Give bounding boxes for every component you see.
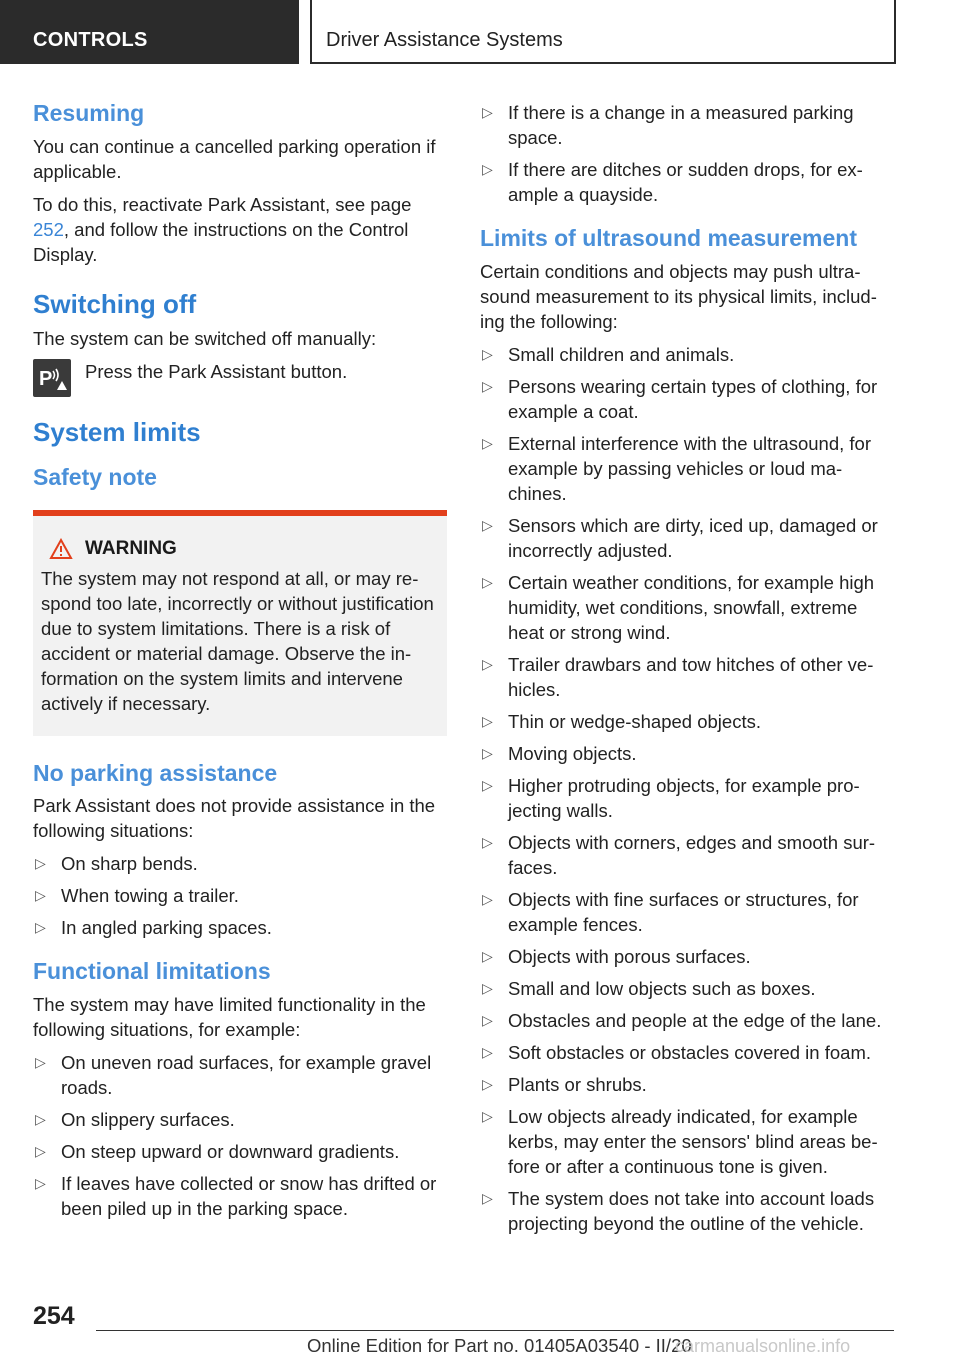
list-item-text: If there are ditches or sudden drops, for example a quayside.: [508, 159, 863, 205]
list-item-text: Obstacles and people at the edge of the lane.: [508, 1009, 882, 1031]
list-item-text: Moving objects.: [508, 742, 637, 764]
list-item: [480, 830, 894, 880]
bullet-icon: ▷: [482, 744, 493, 761]
list-item-text: Higher protruding objects, for example projecting walls.: [508, 774, 860, 821]
list-item-text: Objects with corners, edges and smooth surfaces.: [508, 831, 876, 878]
bullet-icon: ▷: [482, 345, 493, 362]
list-item: [480, 652, 894, 702]
warning-text: The system may not respond at all, or may respond too late, incorrectly or without justification due to system limitations. There is a risk of accident or material damage. Observe the information on the system limits and intervene actively if necessary.: [41, 567, 434, 714]
right-column: [480, 100, 894, 1248]
chapter-title: Driver Assistance Systems: [312, 0, 896, 64]
list-item: [33, 915, 447, 940]
left-column: [33, 100, 447, 1233]
bullet-icon: ▷: [482, 161, 493, 177]
bullet-icon: ▷: [482, 712, 493, 729]
bullet-icon: ▷: [482, 890, 493, 907]
bullet-icon: ▷: [35, 1053, 46, 1070]
list-item: [480, 944, 894, 969]
list-item: [480, 887, 894, 937]
page-header: [0, 0, 960, 66]
functional-heading: Functional limitations: [33, 958, 271, 985]
list-item-text: On uneven road surfaces, for example gravel roads.: [61, 1051, 432, 1098]
bullet-icon: ▷: [35, 1174, 46, 1191]
list-item: [480, 1040, 894, 1065]
system-limits-heading: System limits: [33, 416, 201, 447]
bullet-icon: ▷: [482, 516, 493, 533]
watermark: carmanualsonline.info: [675, 1336, 851, 1356]
svg-text:P: P: [39, 367, 53, 390]
park-assistant-button-text: Press the Park Assistant button.: [85, 360, 348, 382]
page-link-252[interactable]: 252: [33, 218, 64, 240]
functional-section: [33, 958, 447, 1221]
list-item: [480, 513, 894, 563]
bullet-icon: ▷: [35, 855, 46, 872]
list-item-text: On slippery surfaces.: [61, 1108, 235, 1130]
no-parking-intro: Park Assistant does not provide assistance in the following situations:: [33, 795, 436, 842]
list-item-text: The system does not take into account loads projecting beyond the outline of the vehicle.: [508, 1187, 875, 1234]
bullet-icon: ▷: [482, 573, 493, 590]
list-item: [480, 741, 894, 766]
list-item-text: Small children and animals.: [508, 343, 735, 365]
list-item: [480, 157, 894, 207]
list-item-text: Soft obstacles or obstacles covered in foam.: [508, 1041, 871, 1063]
ultrasound-intro: Certain conditions and objects may push ultrasound measurement to its physical limits, including the following:: [480, 260, 877, 332]
bullet-icon: ▷: [482, 979, 493, 996]
list-item: [480, 1072, 894, 1097]
list-item-text: Certain weather conditions, for example high humidity, wet conditions, snowfall, extreme heat or strong wind.: [508, 571, 875, 643]
list-item: [33, 1139, 447, 1164]
bullet-icon: ▷: [482, 1075, 493, 1092]
ultrasound-section: [480, 225, 894, 1236]
list-item: [480, 1008, 894, 1033]
list-item-text: External interference with the ultrasound, for example by passing vehicles or loud machines.: [508, 432, 871, 504]
bullet-icon: ▷: [35, 919, 46, 936]
list-item-text: When towing a trailer.: [61, 885, 239, 907]
warning-triangle-icon: [49, 538, 73, 560]
switching-off-text: The system can be switched off manually:: [33, 327, 377, 349]
list-item: [480, 709, 894, 734]
no-parking-heading: No parking assistance: [33, 759, 278, 786]
list-item: [480, 431, 894, 506]
safety-note-heading: Safety note: [33, 463, 157, 490]
bullet-icon: ▷: [35, 887, 46, 904]
bullet-icon: ▷: [482, 1189, 493, 1206]
bullet-icon: ▷: [35, 1142, 46, 1159]
functional-intro: The system may have limited functionality in the following situations, for example:: [33, 993, 426, 1040]
list-item-text: Sensors which are dirty, iced up, damaged or incorrectly adjusted.: [508, 514, 878, 561]
footer-divider: [96, 1330, 894, 1331]
list-item: [480, 374, 894, 424]
resuming-text-2: [33, 192, 447, 267]
list-item-text: On steep upward or downward gradients.: [61, 1140, 400, 1162]
list-item-text: Low objects already indicated, for example kerbs, may enter the sensors' blind areas before or after a continuous tone is given.: [508, 1105, 878, 1177]
list-item-text: If leaves have collected or snow has drifted or been piled up in the parking space.: [61, 1172, 437, 1219]
bullet-icon: ▷: [482, 1011, 493, 1028]
park-assistant-icon: [33, 359, 71, 397]
warning-label: WARNING: [85, 537, 177, 559]
list-item: [480, 100, 894, 150]
list-item: [480, 773, 894, 823]
list-item-text: Trailer drawbars and tow hitches of other vehicles.: [508, 653, 874, 700]
list-item: [480, 1186, 894, 1236]
bullet-icon: ▷: [482, 947, 493, 964]
list-item: [33, 851, 447, 876]
list-item-text: On sharp bends.: [61, 853, 198, 875]
bullet-icon: ▷: [482, 833, 493, 850]
list-item-text: If there is a change in a measured parking space.: [508, 102, 854, 148]
ultrasound-heading: Limits of ultrasound measurement: [480, 225, 858, 251]
list-item-text: Plants or shrubs.: [508, 1073, 647, 1095]
list-item-text: In angled parking spaces.: [61, 917, 272, 939]
resuming-heading: Resuming: [33, 100, 145, 126]
park-assistant-button-row: [33, 359, 447, 397]
switching-off-heading: Switching off: [33, 288, 197, 319]
ultrasound-list: [480, 342, 894, 1236]
bullet-icon: ▷: [35, 1110, 46, 1127]
bullet-icon: ▷: [482, 104, 493, 120]
list-item: [480, 342, 894, 367]
bullet-icon: ▷: [482, 377, 493, 394]
warning-box: [33, 510, 447, 736]
resuming-section: [33, 100, 447, 267]
list-item-text: Small and low objects such as boxes.: [508, 977, 816, 999]
resuming-text-2-pre: To do this, reactivate Park Assistant, see page: [33, 193, 412, 215]
bullet-icon: ▷: [482, 655, 493, 672]
functional-list: [33, 1050, 447, 1221]
resuming-text-2-post: , and follow the instructions on the Control Display.: [33, 218, 409, 265]
list-item: [33, 1107, 447, 1132]
list-item: [480, 1104, 894, 1179]
section-tab: CONTROLS: [0, 0, 299, 64]
bullet-icon: ▷: [482, 1043, 493, 1060]
switching-off-section: [33, 289, 447, 397]
resuming-text-1: You can continue a cancelled parking operation if applicable.: [33, 135, 436, 182]
list-item-text: Objects with fine surfaces or structures, for example fences.: [508, 888, 859, 935]
list-item: [33, 1050, 447, 1100]
system-limits-section: [33, 417, 447, 736]
list-item-text: Objects with porous surfaces.: [508, 945, 751, 967]
list-item-text: Thin or wedge-shaped objects.: [508, 710, 761, 732]
bullet-icon: ▷: [482, 776, 493, 793]
page-number: 254: [33, 1302, 75, 1330]
list-item: [480, 570, 894, 645]
warning-header: [41, 538, 439, 560]
continued-list: [480, 100, 894, 207]
list-item: [33, 1171, 447, 1221]
no-parking-list: [33, 851, 447, 940]
no-parking-section: [33, 760, 447, 941]
bullet-icon: ▷: [482, 434, 493, 451]
list-item: [33, 883, 447, 908]
bullet-icon: ▷: [482, 1107, 493, 1124]
list-item: [480, 976, 894, 1001]
list-item-text: Persons wearing certain types of clothing, for example a coat.: [508, 375, 878, 422]
edition-text: Online Edition for Part no. 01405A03540 - II/20: [307, 1335, 692, 1356]
